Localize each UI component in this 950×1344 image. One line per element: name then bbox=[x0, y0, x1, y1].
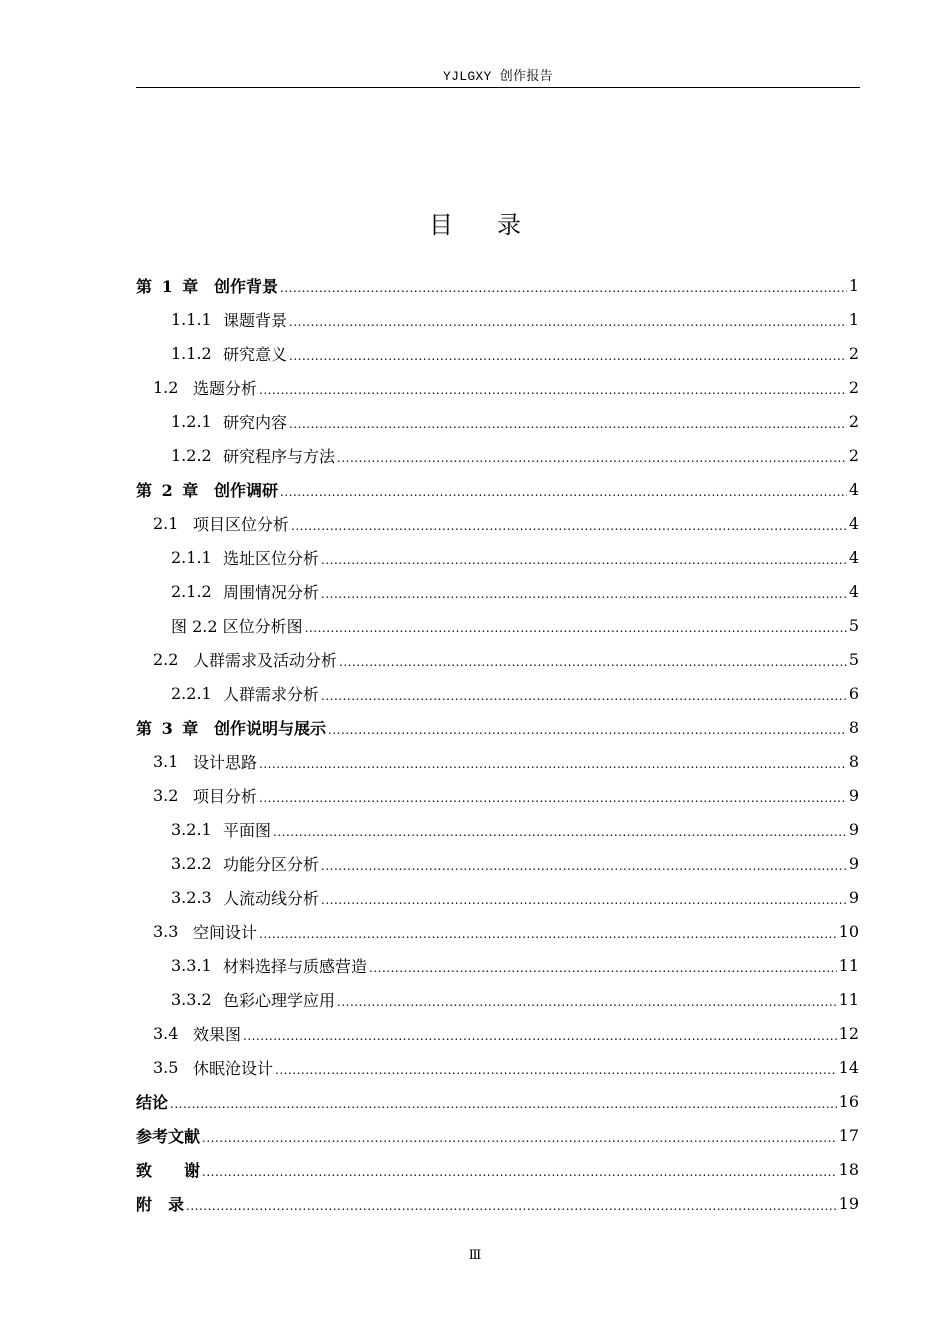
toc-entry-page: 4 bbox=[848, 547, 859, 567]
toc-leader-dots bbox=[289, 417, 847, 431]
toc-entry-number: 3.1 bbox=[153, 751, 179, 771]
toc-entry[interactable] bbox=[136, 574, 859, 608]
toc-leader-dots bbox=[275, 1063, 837, 1077]
toc-entry-label: 选题分析 bbox=[193, 378, 258, 398]
toc-entry[interactable] bbox=[136, 608, 859, 642]
toc-leader-dots bbox=[339, 655, 847, 669]
toc-entry-label: 空间设计 bbox=[193, 922, 258, 942]
toc-entry[interactable] bbox=[136, 846, 859, 880]
toc-entry-label: 结论 bbox=[136, 1092, 169, 1112]
toc-entry[interactable] bbox=[136, 1118, 859, 1152]
toc-entry[interactable] bbox=[136, 1084, 859, 1118]
toc-leader-dots bbox=[321, 553, 847, 567]
toc-entry-page: 2 bbox=[848, 377, 859, 397]
toc-leader-dots bbox=[202, 1165, 837, 1179]
toc-entry-page: 4 bbox=[848, 513, 859, 533]
toc-entry-number: 1.2 bbox=[153, 377, 179, 397]
toc-entry-page: 8 bbox=[848, 717, 859, 737]
toc-entry-number: 2.1.2 bbox=[171, 581, 212, 601]
toc-entry-page: 9 bbox=[848, 785, 859, 805]
toc-entry-label: 附 录 bbox=[136, 1194, 185, 1214]
toc-leader-dots bbox=[321, 689, 847, 703]
toc-entry-number: 3.4 bbox=[153, 1023, 179, 1043]
toc-leader-dots bbox=[259, 791, 847, 805]
toc-entry-page: 18 bbox=[838, 1159, 859, 1179]
toc-entry-number: 1.1.2 bbox=[171, 343, 212, 363]
toc-entry-label: 材料选择与质感营造 bbox=[223, 956, 368, 976]
toc-entry-page: 10 bbox=[838, 921, 859, 941]
toc-entry[interactable] bbox=[136, 744, 859, 778]
toc-entry[interactable] bbox=[136, 336, 859, 370]
toc-entry[interactable] bbox=[136, 914, 859, 948]
toc-leader-dots bbox=[305, 621, 847, 635]
toc-entry-label: 图 2.2 区位分析图 bbox=[171, 616, 303, 636]
toc-entry-page: 12 bbox=[838, 1023, 859, 1043]
toc-leader-dots bbox=[337, 451, 847, 465]
toc-entry-label: 功能分区分析 bbox=[223, 854, 320, 874]
toc-entry-number: 1.2.2 bbox=[171, 445, 212, 465]
toc-entry-page: 14 bbox=[838, 1057, 859, 1077]
toc-entry-label: 人群需求及活动分析 bbox=[193, 650, 338, 670]
toc-leader-dots bbox=[280, 485, 847, 499]
toc-entry-page: 5 bbox=[848, 615, 859, 635]
toc-entry-number: 2.2 bbox=[153, 649, 179, 669]
toc-leader-dots bbox=[259, 383, 847, 397]
toc-entry[interactable] bbox=[136, 1186, 859, 1220]
toc-entry-page: 4 bbox=[848, 581, 859, 601]
toc-entry-label: 研究程序与方法 bbox=[223, 446, 336, 466]
toc-entry[interactable] bbox=[136, 880, 859, 914]
toc-leader-dots bbox=[202, 1131, 837, 1145]
toc-leader-dots bbox=[259, 927, 837, 941]
toc-entry-number: 1.1.1 bbox=[171, 309, 212, 329]
toc-leader-dots bbox=[289, 315, 847, 329]
toc-entry-number: 2.1.1 bbox=[171, 547, 212, 567]
toc-leader-dots bbox=[186, 1199, 837, 1213]
toc-leader-dots bbox=[337, 995, 837, 1009]
toc-entry-number: 3.2.1 bbox=[171, 819, 212, 839]
toc-entry-number: 3.2.2 bbox=[171, 853, 212, 873]
toc-entry-label: 创作说明与展示 bbox=[214, 718, 327, 738]
toc-entry[interactable] bbox=[136, 404, 859, 438]
toc-leader-dots bbox=[289, 349, 847, 363]
toc-entry-label: 平面图 bbox=[223, 820, 272, 840]
toc-leader-dots bbox=[369, 961, 837, 975]
toc-entry-number: 3.2 bbox=[153, 785, 179, 805]
toc-leader-dots bbox=[280, 281, 847, 295]
toc-entry-label: 参考文献 bbox=[136, 1126, 201, 1146]
toc-entry-label: 周围情况分析 bbox=[223, 582, 320, 602]
toc-entry-number: 3.2.3 bbox=[171, 887, 212, 907]
toc-entry-label: 设计思路 bbox=[193, 752, 258, 772]
toc-entry-label: 项目区位分析 bbox=[193, 514, 290, 534]
toc-leader-dots bbox=[321, 893, 847, 907]
toc-entry[interactable] bbox=[136, 710, 859, 744]
toc-leader-dots bbox=[243, 1029, 837, 1043]
toc-entry[interactable] bbox=[136, 302, 859, 336]
toc-entry-number: 3.3 bbox=[153, 921, 179, 941]
toc-entry[interactable] bbox=[136, 812, 859, 846]
footer-page-number: Ⅲ bbox=[468, 1248, 482, 1263]
toc-entry-label: 人流动线分析 bbox=[223, 888, 320, 908]
toc-entry-page: 17 bbox=[838, 1125, 859, 1145]
toc-entry-number: 第 1 章 bbox=[136, 276, 201, 296]
toc-entry-label: 休眠沧设计 bbox=[193, 1058, 274, 1078]
toc-entry-page: 1 bbox=[848, 309, 859, 329]
toc-entry[interactable] bbox=[136, 1050, 859, 1084]
toc-leader-dots bbox=[259, 757, 847, 771]
toc-entry-number: 第 2 章 bbox=[136, 480, 201, 500]
toc-entry-number: 1.2.1 bbox=[171, 411, 212, 431]
toc-entry-label: 色彩心理学应用 bbox=[223, 990, 336, 1010]
toc-entry-page: 11 bbox=[838, 955, 859, 975]
toc-entry-label: 创作调研 bbox=[214, 480, 279, 500]
toc-entry-page: 16 bbox=[838, 1091, 859, 1111]
toc-entry[interactable] bbox=[136, 778, 859, 812]
toc-entry-label: 研究意义 bbox=[223, 344, 288, 364]
toc-entry-page: 5 bbox=[848, 649, 859, 669]
toc-leader-dots bbox=[321, 859, 847, 873]
toc-entry-number: 3.5 bbox=[153, 1057, 179, 1077]
toc-entry-label: 创作背景 bbox=[214, 276, 279, 296]
toc-entry[interactable] bbox=[136, 540, 859, 574]
toc-leader-dots bbox=[170, 1097, 837, 1111]
toc-entry-page: 9 bbox=[848, 887, 859, 907]
table-of-contents bbox=[136, 268, 859, 1220]
toc-entry-number: 2.1 bbox=[153, 513, 179, 533]
toc-entry-label: 人群需求分析 bbox=[223, 684, 320, 704]
toc-entry-page: 1 bbox=[848, 275, 859, 295]
toc-entry-number: 3.3.2 bbox=[171, 989, 212, 1009]
toc-leader-dots bbox=[321, 587, 847, 601]
toc-entry-page: 2 bbox=[848, 445, 859, 465]
toc-title bbox=[0, 208, 950, 242]
toc-entry[interactable] bbox=[136, 982, 859, 1016]
toc-entry[interactable] bbox=[136, 676, 859, 710]
toc-entry-number: 第 3 章 bbox=[136, 718, 201, 738]
toc-entry-label: 项目分析 bbox=[193, 786, 258, 806]
toc-entry-page: 9 bbox=[848, 819, 859, 839]
page-header bbox=[136, 68, 860, 88]
toc-entry-page: 19 bbox=[838, 1193, 859, 1213]
toc-entry[interactable] bbox=[136, 642, 859, 676]
toc-entry-number: 2.2.1 bbox=[171, 683, 212, 703]
toc-entry-page: 8 bbox=[848, 751, 859, 771]
toc-entry[interactable] bbox=[136, 472, 859, 506]
toc-entry[interactable] bbox=[136, 1152, 859, 1186]
toc-entry-label: 致 谢 bbox=[136, 1160, 201, 1180]
toc-entry-label: 效果图 bbox=[193, 1024, 242, 1044]
page-footer bbox=[0, 1248, 950, 1263]
toc-leader-dots bbox=[291, 519, 847, 533]
toc-entry-page: 4 bbox=[848, 479, 859, 499]
header-title: YJLGXY 创作报告 bbox=[443, 69, 553, 84]
toc-entry[interactable] bbox=[136, 268, 859, 302]
toc-entry-label: 课题背景 bbox=[223, 310, 288, 330]
toc-entry[interactable] bbox=[136, 1016, 859, 1050]
toc-entry-page: 11 bbox=[838, 989, 859, 1009]
toc-entry[interactable] bbox=[136, 370, 859, 404]
toc-entry[interactable] bbox=[136, 438, 859, 472]
toc-entry-page: 2 bbox=[848, 411, 859, 431]
toc-entry-number: 3.3.1 bbox=[171, 955, 212, 975]
toc-title-left: 目 bbox=[429, 211, 453, 239]
toc-leader-dots bbox=[328, 723, 847, 737]
toc-title-right: 录 bbox=[497, 211, 521, 239]
toc-leader-dots bbox=[273, 825, 847, 839]
toc-entry-label: 研究内容 bbox=[223, 412, 288, 432]
toc-entry-label: 选址区位分析 bbox=[223, 548, 320, 568]
toc-entry[interactable] bbox=[136, 948, 859, 982]
toc-entry[interactable] bbox=[136, 506, 859, 540]
toc-entry-page: 2 bbox=[848, 343, 859, 363]
toc-entry-page: 9 bbox=[848, 853, 859, 873]
toc-entry-page: 6 bbox=[848, 683, 859, 703]
